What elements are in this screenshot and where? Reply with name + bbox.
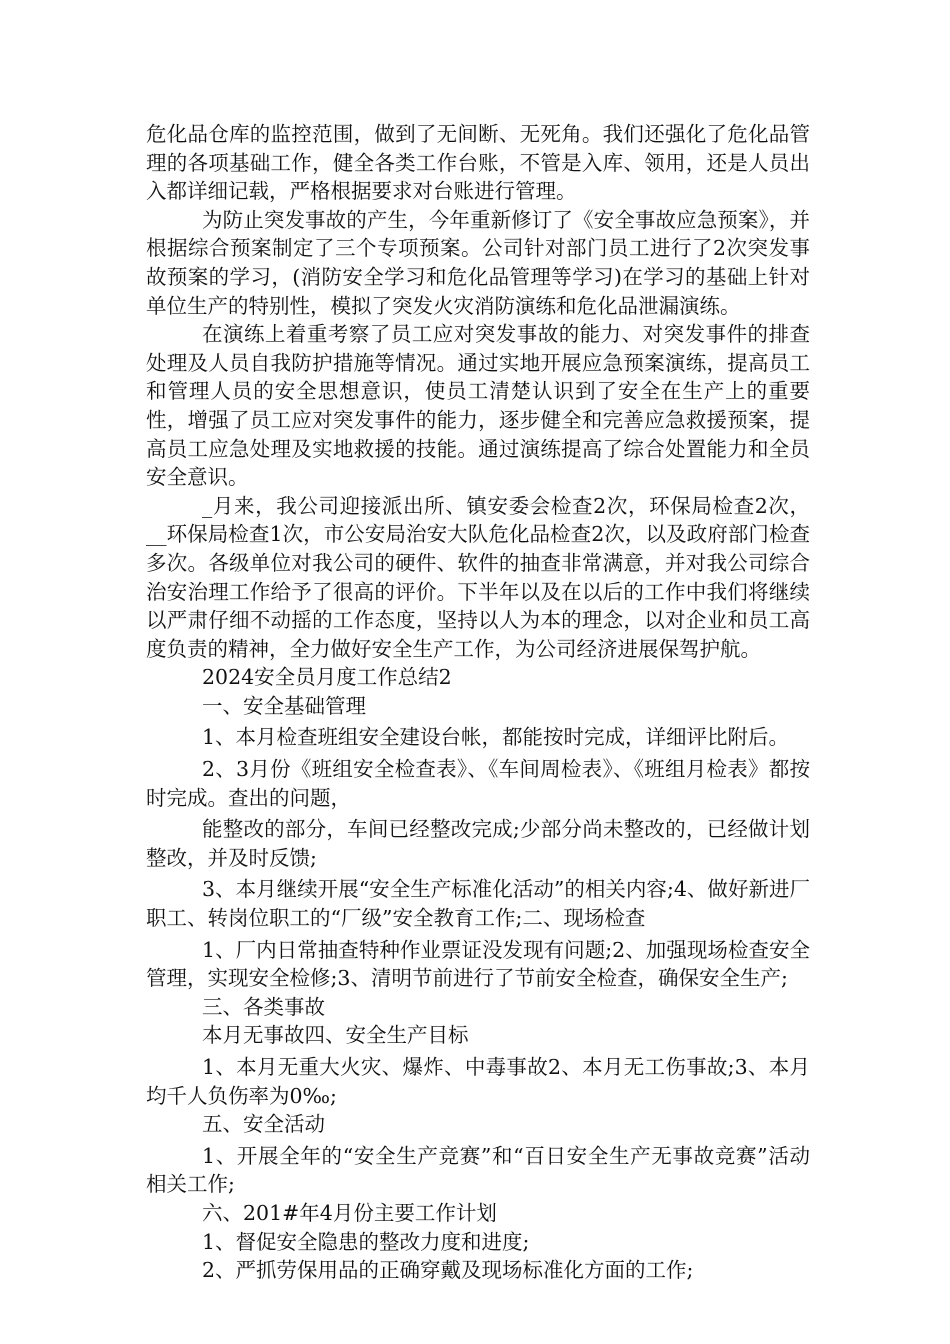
heading-accidents: 三、各类事故 [202,994,325,1019]
heading-safety-basics: 一、安全基础管理 [202,693,366,718]
paragraph-warehouse-monitoring: 危化品仓库的监控范围，做到了无间断、无死角。我们还强化了危化品管理的各项基础工作，健全各类工作台账，不管是入库、领用，还是人员出入都详细记载，严格根据要求对台账进行管理。 [146,122,810,204]
paragraph-inspections: _月来，我公司迎接派出所、镇安委会检查2次，环保局检查2次，__环保局检查1次，市公安局治安大队危化品检查2次，以及政府部门检查多次。各级单位对我公司的硬件、软件的抽查非常满意，并对我公司综合治安治理工作给予了很高的评价。下半年以及在以后的工作中我们将继续以严肃仔细不动摇的工作态度，坚持以人为本的理念，以对企业和员工高度负责的精神，全力做好安全生产工作，为公司经济进展保驾护航。 [146,493,810,661]
list-item: 本月无事故四、安全生产目标 [202,1023,469,1048]
list-item: 能整改的部分，车间已经整改完成;少部分尚未整改的，已经做计划整改，并及时反馈; [146,817,810,870]
list-item: 1、督促安全隐患的整改力度和进度; [202,1229,530,1254]
list-item: 1、本月检查班组安全建设台帐，都能按时完成，详细评比附后。 [202,725,790,750]
paragraph-drill-review: 在演练上着重考察了员工应对突发事故的能力、对突发事件的排查处理及人员自我防护措施等情况。通过实地开展应急预案演练，提高员工和管理人员的安全思想意识，使员工清楚认识到了安全在生产上的重要性，增强了员工应对突发事件的能力，逐步健全和完善应急救援预案，提高员工应急处理及实地救援的技能。通过演练提高了综合处置能力和全员安全意识。 [146,322,810,490]
list-item: 3、本月继续开展“安全生产标准化活动”的相关内容;4、做好新进厂职工、转岗位职工的“厂级”安全教育工作;二、现场检查 [146,877,810,931]
section-title: 2024安全员月度工作总结2 [202,665,452,690]
heading-safety-activities: 五、安全活动 [202,1112,325,1137]
list-item: 1、厂内日常抽查特种作业票证没发现有问题;2、加强现场检查安全管理，实现安全检修;3、清明节前进行了节前安全检查，确保安全生产; [146,937,810,991]
heading-work-plan: 六、201#年4月份主要工作计划 [202,1200,497,1225]
paragraph-emergency-plan: 为防止突发事故的产生，今年重新修订了《安全事故应急预案》，并根据综合预案制定了三个专项预案。公司针对部门员工进行了2次突发事故预案的学习，(消防安全学习和危化品管理等学习)在学习的基础上针对单位生产的特别性，模拟了突发火灾消防演练和危化品泄漏演练。 [146,207,810,318]
list-item: 1、开展全年的“安全生产竞赛”和“百日安全生产无事故竞赛”活动相关工作; [146,1143,810,1197]
list-item: 2、严抓劳保用品的正确穿戴及现场标准化方面的工作; [202,1258,694,1283]
document-body [146,120,810,1285]
list-item: 2、3月份《班组安全检查表》、《车间周检表》、《班组月检表》都按时完成。查出的问题， [146,757,810,810]
list-item: 1、本月无重大火灾、爆炸、中毒事故2、本月无工伤事故;3、本月均千人负伤率为0‰; [146,1055,810,1108]
